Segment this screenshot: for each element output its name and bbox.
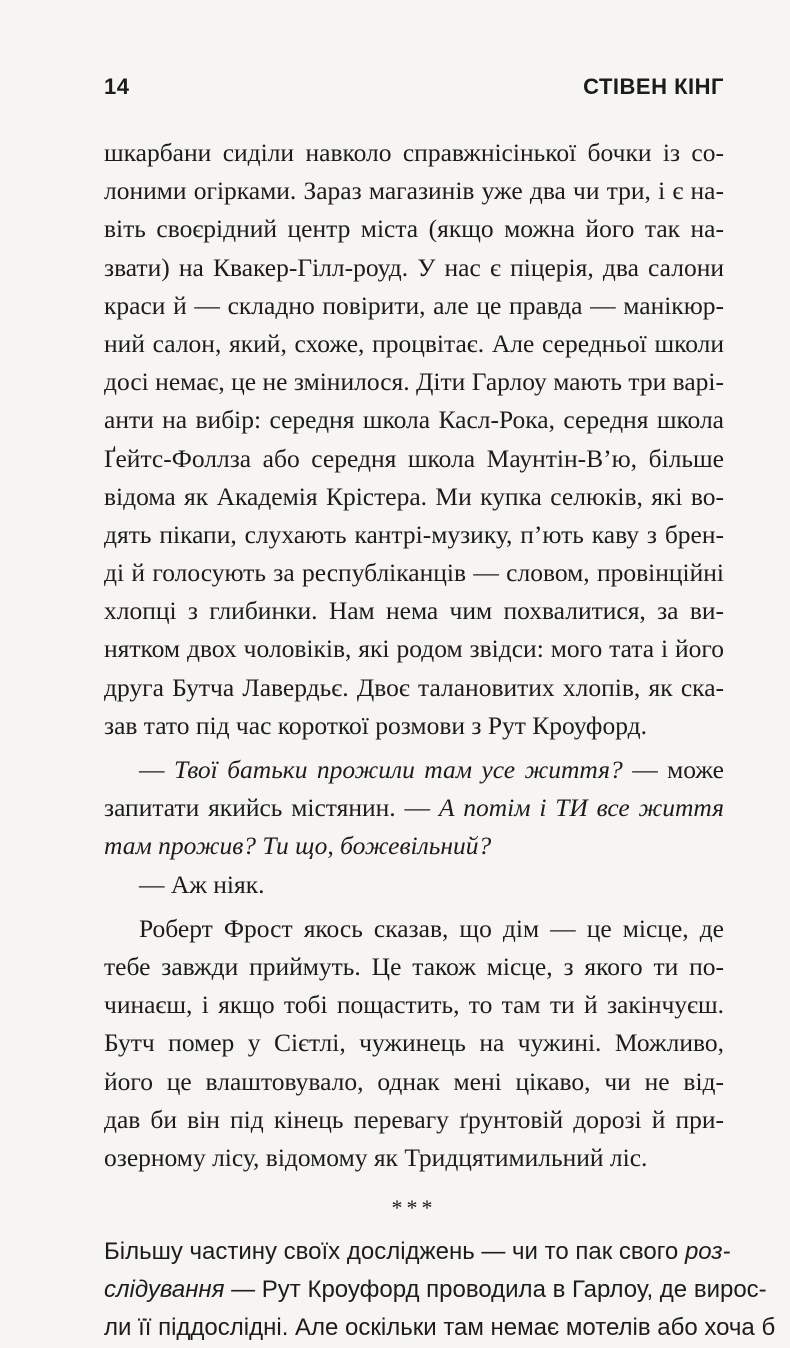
text-line: друга Бутча Лавердьє. Двоє талановитих хлопів, як ска- [104,672,724,702]
dialogue-italic: А потім і ТИ все життя [438,793,724,823]
text-line: ді й голосують за республіканців — словом, провінційні [104,558,724,588]
text-line: шкарбани сиділи навколо справжнісінької бочки із со- [104,138,724,167]
paragraph-plain: — Рут Кроуфорд проводила в Гарлоу, де вирос- [224,1276,767,1304]
book-author: СТІВЕН КІНГ [583,74,724,99]
text-line [104,827,724,865]
text-line: хлопці з глибинки. Нам нема чим похвалитися, за ви- [104,596,724,626]
dialogue-plain: запитати якийсь містянин. — [104,793,439,823]
paragraph-3 [104,1233,776,1348]
text-line: дять пікапи, слухають кантрі-музику, п’ють каву з брен- [104,519,724,549]
text-line: його це влаштовувало, однак мені цікаво, чи не від- [104,1066,724,1096]
text-line: віть своєрідний центр міста (якщо можна його так на- [104,214,724,244]
text-line: зав тато під час короткої розмови з Рут Кроуфорд. [104,710,647,740]
text-line: тебе завжди приймуть. Це також місце, з якого ти по- [104,951,724,981]
paragraph-italic: роз- [684,1238,731,1266]
text-line: Бутч помер у Сієтлі, чужинець на чужині. Можливо, [104,1028,724,1058]
paragraph-plain: Більшу частину своїх досліджень — чи то пак свого [104,1238,685,1266]
text-line: анти на вибір: середня школа Касл-Рока, середня школа [104,405,724,435]
text-line: звати) на Квакер-Гілл-роуд. У нас є піцерія, два салони [104,252,724,282]
text-line: дав би він під кінець перевагу ґрунтовій дорозі й при- [104,1104,724,1134]
text-line: досі немає, це не змінилося. Діти Гарлоу мають три варі- [104,367,724,397]
text-line: краси й — складно повірити, але це правда — манікюр- [104,290,724,320]
dialogue-dash: — [139,755,174,784]
text-line: чинаєш, і якщо тобі пощастить, то там ти й закінчуєш. [104,990,724,1020]
dialogue-2: — Аж ніяк. [139,869,265,899]
text-line: озерному лісу, відомому як Тридцятимильний ліс. [104,1142,648,1172]
dialogue-italic: Твої батьки прожили там усе життя? [173,755,623,784]
text-line [104,751,724,789]
paragraph-1 [104,134,724,745]
text-line: відома як Академія Крістера. Ми купка селюків, які во- [104,481,724,511]
text-line: нятком двох чоловіків, які родом звідси: мого тата і його [104,634,724,664]
paragraph-italic: слідування [104,1276,225,1304]
text-line: Роберт Фрост якось сказав, що дім — це місце, де [139,913,724,943]
running-head [104,74,724,104]
text-line: ний салон, який, схоже, процвітає. Але середньої школи [104,328,724,358]
text-line [104,789,724,827]
text-line: лоними огірками. Зараз магазинів уже два чи три, і є на- [104,176,724,206]
dialogue-plain: — може [622,755,724,784]
main-text [104,134,776,1348]
paragraph-2 [104,910,724,1177]
section-separator: *** [391,1195,437,1221]
page-number: 14 [104,74,130,99]
dialogue-italic: там прожив? Ти що, божевільний? [104,831,492,861]
text-line [104,1233,731,1271]
dialogue-1 [104,751,724,866]
text-line [104,1271,767,1309]
text-line: ли її піддослідні. Але оскільки там немає мотелів або хоча б [104,1314,776,1342]
text-line: Ґейтс-Фоллза або середня школа Маунтін-В’ю, більше [104,443,724,473]
